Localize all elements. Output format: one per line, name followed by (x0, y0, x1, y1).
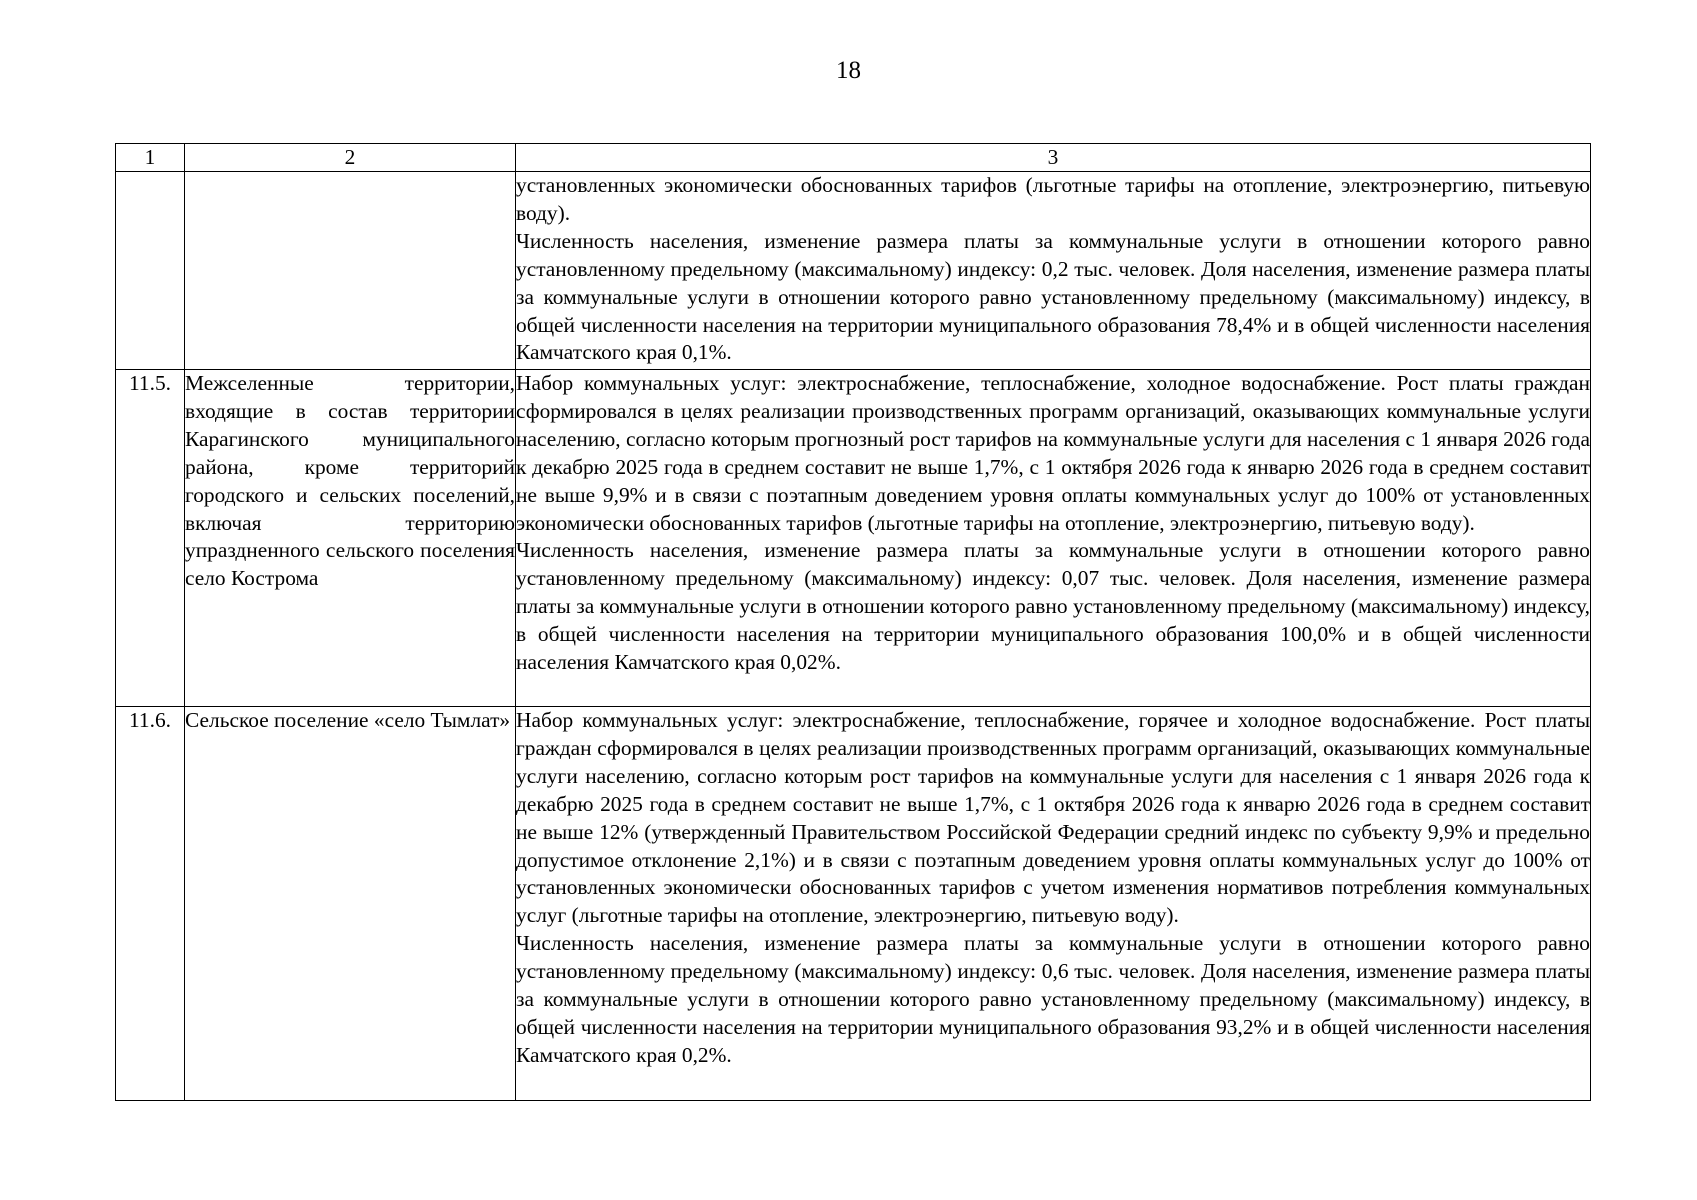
column-header-3: 3 (516, 144, 1591, 172)
description-paragraph: Численность населения, изменение размера платы за коммунальные услуги в отношении которого равно установленному предельному (максимальному) индексу: 0,2 тыс. человек. Доля населения, изменение размера платы за коммунальные услуги в отношении которого равно установленному предельному (максимальному) индексу, в общей численности населения на территории муниципального образования 78,4% и в общей численности населения Камчатского края 0,1%. (516, 228, 1590, 365)
table-header-row (116, 144, 1591, 172)
description-paragraph: установленных экономически обоснованных тарифов (льготные тарифы на отопление, электроэнергию, питьевую воду). (516, 173, 1590, 225)
row-number (116, 172, 185, 370)
table-row (116, 370, 1591, 707)
tariff-table (115, 143, 1591, 1101)
page-number: 18 (836, 57, 861, 84)
column-header-2: 2 (185, 144, 516, 172)
column-header-1: 1 (116, 144, 185, 172)
table-row (116, 172, 1591, 370)
description-paragraph: Численность населения, изменение размера платы за коммунальные услуги в отношении которого равно установленному предельному (максимальному) индексу: 0,6 тыс. человек. Доля населения, изменение размера платы за коммунальные услуги в отношении которого равно установленному предельному (максимальному) индексу, в общей численности населения на территории муниципального образования 93,2% и в общей численности населения Камчатского края 0,2%. (516, 931, 1590, 1067)
table-row (116, 707, 1591, 1101)
description-paragraph: Набор коммунальных услуг: электроснабжение, теплоснабжение, горячее и холодное водоснабжение. Рост платы граждан сформировался в целях реализации производственных программ организаций, оказывающих коммунальные услуги населению, согласно которым рост тарифов на коммунальные услуги для населения с 1 января 2026 года к декабрю 2025 года в среднем составит не выше 1,7%, с 1 октября 2026 года к январю 2026 года в среднем составит не выше 12% (утвержденный Правительством Российской Федерации средний индекс по субъекту 9,9% и предельно допустимое отклонение 2,1%) и в связи с поэтапным доведением уровня оплаты коммунальных услуг до 100% от установленных экономически обоснованных тарифов с учетом изменения нормативов потребления коммунальных услуг (льготные тарифы на отопление, электроэнергию, питьевую воду). (516, 708, 1590, 928)
description-cell (516, 707, 1591, 1101)
description-cell (516, 172, 1591, 370)
municipality-name (185, 172, 516, 370)
description-paragraph: Численность населения, изменение размера платы за коммунальные услуги в отношении которого равно установленному предельному (максимальному) индексу: 0,07 тыс. человек. Доля населения, изменение размера платы за коммунальные услуги в отношении которого равно установленному предельному (максимальному) индексу, в общей численности населения на территории муниципального образования 100,0% и в общей численности населения Камчатского края 0,02%. (516, 538, 1590, 675)
municipality-name: Сельское поселение «село Тымлат» (185, 707, 516, 1101)
description-paragraph: Набор коммунальных услуг: электроснабжение, теплоснабжение, холодное водоснабжение. Рост платы граждан сформировался в целях реализации производственных программ организаций, оказывающих коммунальные услуги населению, согласно которым прогнозный рост тарифов на коммунальные услуги для населения с 1 января 2026 года к декабрю 2025 года в среднем составит не выше 1,7%, с 1 октября 2026 года к январю 2026 года в среднем составит не выше 9,9% и в связи с поэтапным доведением уровня оплаты коммунальных услуг до 100% от установленных экономически обоснованных тарифов (льготные тарифы на отопление, электроэнергию, питьевую воду). (516, 371, 1590, 535)
description-cell (516, 370, 1591, 707)
municipality-name: Межселенные территории, входящие в состав территории Карагинского муниципального района, кроме территорий городского и сельских поселений, включая территорию упраздненного сельского поселения село Кострома (185, 370, 516, 707)
row-number: 11.6. (116, 707, 185, 1101)
row-number: 11.5. (116, 370, 185, 707)
